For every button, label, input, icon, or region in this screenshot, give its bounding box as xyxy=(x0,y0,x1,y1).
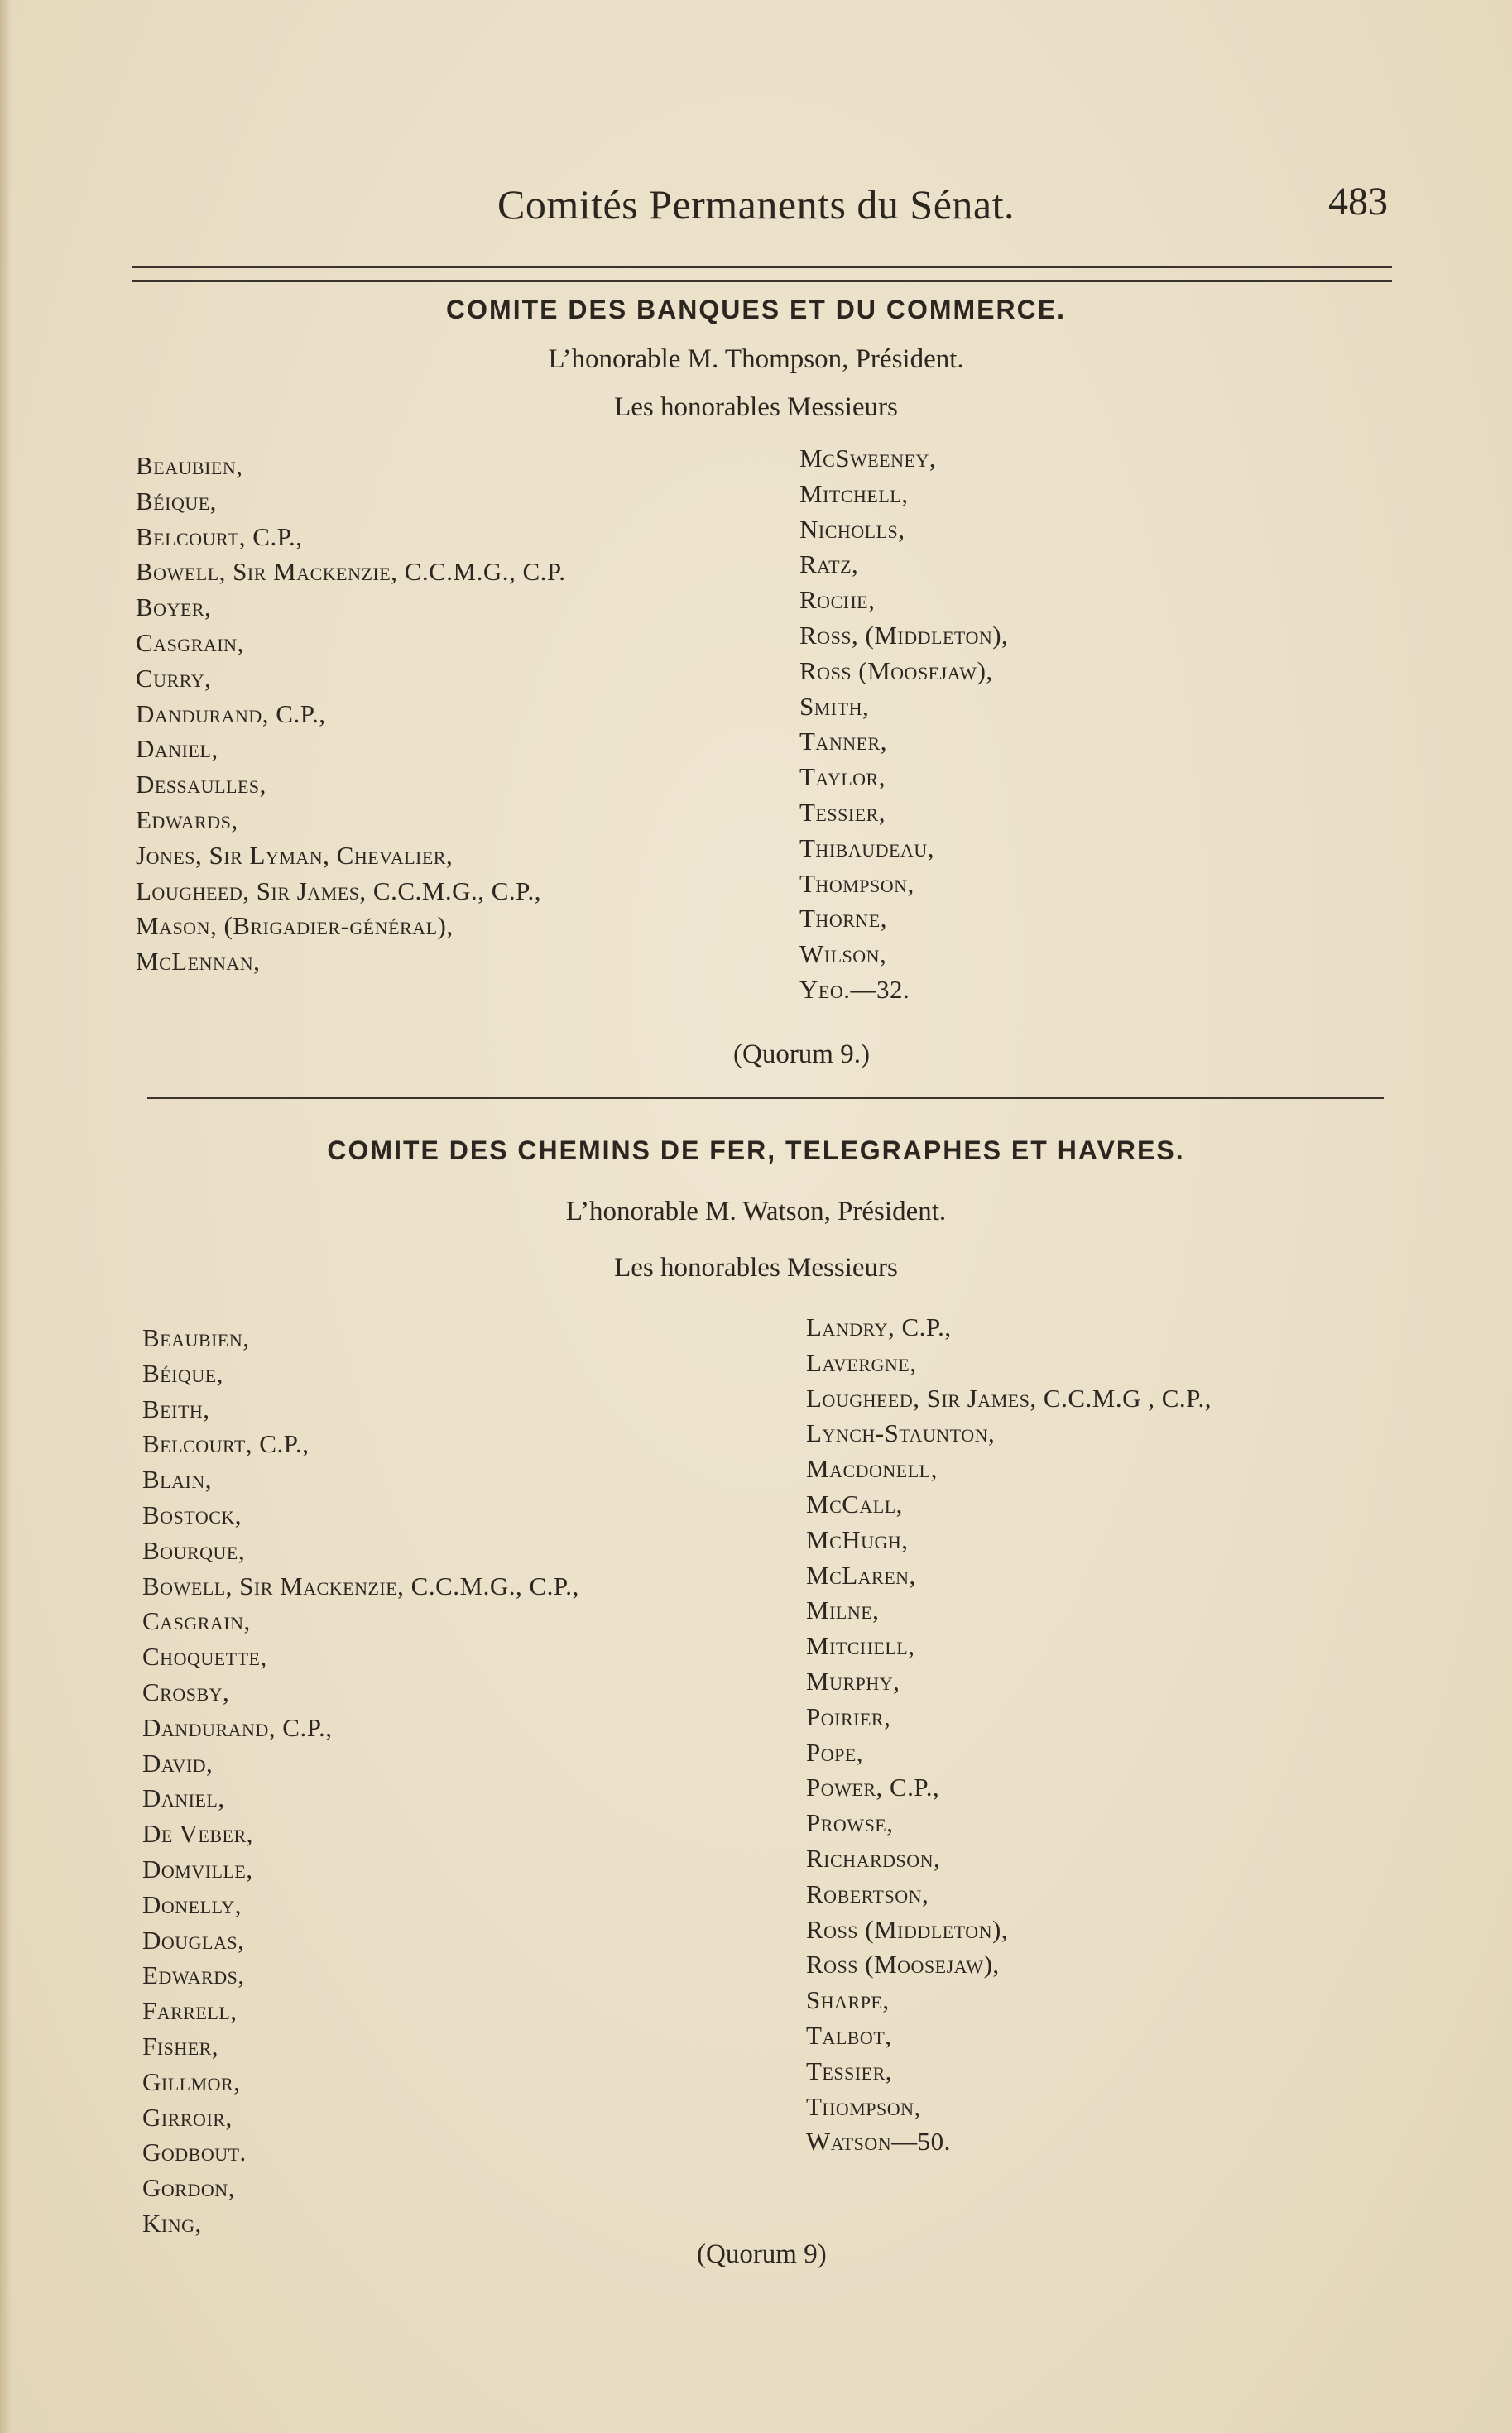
member-name: Tessier, xyxy=(806,2056,893,2085)
member-name: Daniel, xyxy=(142,1783,225,1813)
member-list-right-banking xyxy=(799,441,1008,1008)
member-name: Blain, xyxy=(142,1465,212,1495)
member-name: Beith, xyxy=(142,1394,210,1423)
member-name: Thompson, xyxy=(799,868,914,898)
member-name: Edwards, xyxy=(142,1960,245,1990)
member-name: Choquette, xyxy=(142,1642,267,1672)
member-name: Tanner, xyxy=(799,727,887,756)
committee-title-railways: COMITE DES CHEMINS DE FER, TELEGRAPHES ET HAVRES. xyxy=(327,1135,1185,1165)
member-name: Bowell, Sir Mackenzie, C.C.M.G., C.P., xyxy=(142,1571,579,1600)
quorum-railways: (Quorum 9) xyxy=(697,2239,827,2269)
committee-title-banking: COMITE DES BANQUES ET DU COMMERCE. xyxy=(446,295,1066,324)
member-name: Mitchell, xyxy=(806,1631,915,1661)
member-name: Macdonell, xyxy=(806,1454,938,1484)
member-name: Donelly, xyxy=(142,1889,242,1919)
member-name: McLaren, xyxy=(806,1560,916,1590)
member-name: Belcourt, C.P., xyxy=(136,521,303,551)
member-name: Fisher, xyxy=(142,2031,219,2061)
member-name: David, xyxy=(142,1748,214,1778)
member-list-left-railways xyxy=(142,1321,579,2242)
header-double-rule xyxy=(132,266,1392,282)
committee-chair-banking: L’honorable M. Thompson, Président. xyxy=(548,344,964,374)
member-name: Beaubien, xyxy=(142,1323,250,1352)
member-name: Thompson, xyxy=(806,2091,921,2121)
member-name: King, xyxy=(142,2208,202,2238)
member-name: Gordon, xyxy=(142,2173,235,2203)
member-name: Béique, xyxy=(142,1358,223,1388)
member-name: Smith, xyxy=(799,691,870,721)
member-name: Bourque, xyxy=(142,1535,246,1565)
member-name: Belcourt, C.P., xyxy=(142,1429,310,1459)
member-name: Mason, (Brigadier-général), xyxy=(136,911,454,941)
member-name: Sharpe, xyxy=(806,1985,890,2015)
member-list-left-banking xyxy=(136,449,565,980)
member-name: Pope, xyxy=(806,1737,864,1767)
member-name: McCall, xyxy=(806,1489,903,1519)
member-name: Talbot, xyxy=(806,2020,892,2050)
member-name: McSweeney, xyxy=(799,444,937,473)
member-name: Nicholls, xyxy=(799,514,905,544)
member-name: Casgrain, xyxy=(136,627,244,657)
member-name: Robertson, xyxy=(806,1879,929,1908)
member-name: Landry, C.P., xyxy=(806,1312,952,1341)
member-name: Watson—50. xyxy=(806,2127,951,2157)
member-name: Douglas, xyxy=(142,1925,245,1955)
member-name: Richardson, xyxy=(806,1843,941,1873)
member-name: Casgrain, xyxy=(142,1606,251,1636)
member-name: Curry, xyxy=(136,663,212,693)
member-name: Béique, xyxy=(136,486,217,516)
section-divider xyxy=(147,1097,1384,1099)
member-name: Taylor, xyxy=(799,762,886,792)
member-name: Thorne, xyxy=(799,904,887,933)
member-name: Godbout. xyxy=(142,2138,247,2167)
member-name: Tessier, xyxy=(799,797,886,827)
member-name: Ratz, xyxy=(799,549,859,579)
member-name: Dandurand, C.P., xyxy=(136,698,326,728)
member-name: McLennan, xyxy=(136,947,261,977)
member-list-right-railways xyxy=(806,1310,1212,2160)
quorum-banking: (Quorum 9.) xyxy=(733,1039,870,1069)
committee-chair-railways: L’honorable M. Watson, Président. xyxy=(565,1197,947,1226)
members-heading-banking: Les honorables Messieurs xyxy=(614,392,898,422)
member-name: Wilson, xyxy=(799,939,887,969)
member-name: Gillmor, xyxy=(142,2066,241,2096)
member-name: Lynch-Staunton, xyxy=(806,1418,996,1448)
member-name: Bostock, xyxy=(142,1500,242,1529)
member-name: Girroir, xyxy=(142,2102,233,2132)
member-name: Edwards, xyxy=(136,804,238,834)
member-name: Lougheed, Sir James, C.C.M.G , C.P., xyxy=(806,1383,1212,1413)
member-name: Ross (Moosejaw), xyxy=(806,1950,1000,1980)
member-name: Jones, Sir Lyman, Chevalier, xyxy=(136,840,454,870)
member-name: Bowell, Sir Mackenzie, C.C.M.G., C.P. xyxy=(136,557,566,587)
member-name: Dessaulles, xyxy=(136,770,266,799)
member-name: Ross (Moosejaw), xyxy=(799,655,993,685)
member-name: Power, C.P., xyxy=(806,1773,940,1802)
page-number: 483 xyxy=(1328,180,1388,223)
member-name: Daniel, xyxy=(136,734,218,764)
member-name: Dandurand, C.P., xyxy=(142,1712,333,1742)
member-name: De Veber, xyxy=(142,1819,253,1849)
member-name: Roche, xyxy=(799,585,876,615)
member-name: Beaubien, xyxy=(136,451,243,480)
member-name: Crosby, xyxy=(142,1677,230,1706)
members-heading-railways: Les honorables Messieurs xyxy=(614,1253,898,1283)
member-name: Boyer, xyxy=(136,593,212,622)
member-name: Yeo.—32. xyxy=(799,974,910,1004)
member-name: Ross (Middleton), xyxy=(806,1914,1009,1944)
member-name: Mitchell, xyxy=(799,478,909,508)
member-name: Ross, (Middleton), xyxy=(799,620,1009,650)
member-name: Lougheed, Sir James, C.C.M.G., C.P., xyxy=(136,876,541,905)
member-name: McHugh, xyxy=(806,1524,909,1554)
member-name: Thibaudeau, xyxy=(799,833,934,862)
member-name: Murphy, xyxy=(806,1666,900,1696)
member-name: Domville, xyxy=(142,1854,253,1884)
member-name: Lavergne, xyxy=(806,1347,917,1377)
member-name: Poirier, xyxy=(806,1701,891,1731)
member-name: Farrell, xyxy=(142,1996,238,2026)
member-name: Prowse, xyxy=(806,1808,894,1838)
running-title: Comités Permanents du Sénat. xyxy=(497,181,1015,228)
member-name: Milne, xyxy=(806,1596,880,1625)
